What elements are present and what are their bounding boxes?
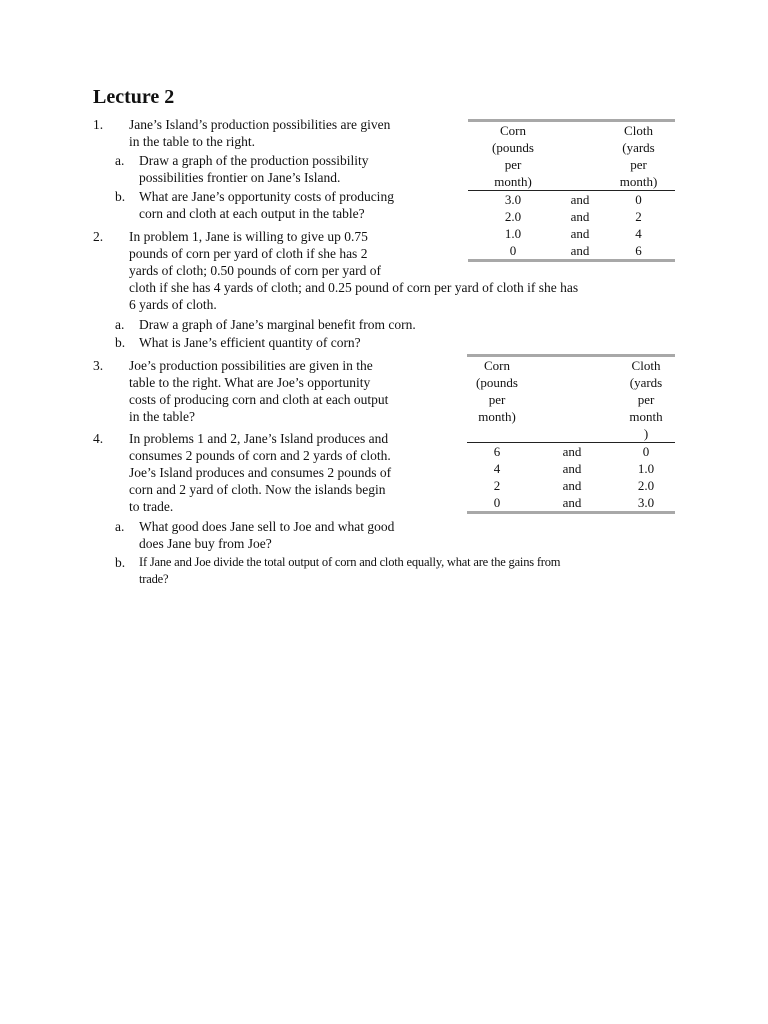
q1b-line: corn and cloth at each output in the table?	[139, 206, 365, 221]
cloth-cell: 0	[635, 192, 642, 207]
table-row	[468, 242, 675, 261]
header-line: (pounds	[476, 375, 518, 390]
corn-cell: 3.0	[504, 192, 522, 207]
q2-line: pounds of corn per yard of cloth if she has 2	[129, 246, 368, 261]
and-cell: and	[570, 209, 590, 224]
q1-line: Jane’s Island’s production possibilities are given	[129, 117, 391, 132]
header-line: per	[488, 392, 506, 407]
header-line: month)	[619, 174, 658, 189]
q3-line: in the table?	[129, 409, 195, 424]
table-row	[467, 477, 675, 494]
q2b-letter: b.	[115, 335, 126, 350]
table-header-row	[467, 356, 675, 443]
q1b-line: What are Jane’s opportunity costs of producing	[139, 189, 394, 204]
spacer-header	[558, 121, 602, 191]
table-row	[467, 460, 675, 477]
table-row	[467, 443, 675, 461]
q2-line: In problem 1, Jane is willing to give up 0.75	[129, 229, 368, 244]
q4b-text	[139, 554, 560, 588]
q1-number: 1.	[93, 117, 104, 132]
q4-text	[129, 430, 391, 515]
q1a-text	[139, 152, 368, 186]
and-cell: and	[562, 444, 582, 459]
header-line: month)	[494, 174, 532, 189]
header-line: per	[630, 157, 647, 172]
header-line: Corn	[500, 123, 526, 138]
q1a-letter: a.	[115, 153, 125, 168]
header-line: per	[504, 157, 522, 172]
q2-line: cloth if she has 4 yards of cloth; and 0.25 pound of corn per yard of cloth if she has	[129, 280, 579, 295]
q4a-letter: a.	[115, 519, 125, 534]
q2a-letter: a.	[115, 317, 125, 332]
header-line: (yards	[629, 375, 663, 390]
corn-cell: 2.0	[504, 209, 522, 224]
cloth-cell: 4	[635, 226, 642, 241]
corn-cell: 1.0	[504, 226, 522, 241]
corn-header	[467, 356, 527, 443]
spacer-header	[527, 356, 617, 443]
corn-cell: 4	[493, 461, 501, 476]
table-header-row	[468, 121, 675, 191]
q4a-line: What good does Jane sell to Joe and what good	[139, 519, 395, 534]
cloth-cell: 0	[642, 444, 650, 459]
q4b-line: If Jane and Joe divide the total output of corn and cloth equally, what are the gains from	[139, 555, 561, 569]
q3-line: Joe’s production possibilities are given in the	[129, 358, 373, 373]
q1a-line: Draw a graph of the production possibility	[139, 153, 369, 168]
q1b-letter: b.	[115, 189, 126, 204]
q3-number: 3.	[93, 358, 104, 373]
table-row	[468, 191, 675, 209]
corn-header	[468, 121, 558, 191]
q4-line: Joe’s Island produces and consumes 2 pounds of	[129, 465, 392, 480]
q3-line: table to the right. What are Joe’s opportunity	[129, 375, 371, 390]
q4a-text	[139, 518, 394, 552]
q1b-text	[139, 188, 394, 222]
cloth-cell: 2.0	[637, 478, 655, 493]
q2-number: 2.	[93, 229, 104, 244]
table-row	[468, 225, 675, 242]
and-cell: and	[562, 461, 582, 476]
q2b-text: What is Jane’s efficient quantity of corn?	[139, 335, 361, 350]
corn-cell: 0	[509, 243, 517, 258]
q2-line: yards of cloth; 0.50 pounds of corn per yard of	[129, 263, 381, 278]
corn-cell: 0	[493, 495, 501, 510]
header-line: (yards	[622, 140, 655, 155]
cloth-header	[602, 121, 675, 191]
header-line: per	[637, 392, 655, 407]
corn-cell: 2	[493, 478, 501, 493]
q1-text	[129, 116, 390, 150]
header-line: Corn	[484, 358, 510, 373]
and-cell: and	[570, 243, 590, 258]
page-title: Lecture 2	[93, 86, 175, 108]
q4b-letter: b.	[115, 555, 126, 570]
jane-production-table	[468, 119, 675, 262]
and-cell: and	[570, 226, 590, 241]
q3-line: costs of producing corn and cloth at each output	[129, 392, 389, 407]
cloth-cell: 6	[635, 243, 642, 258]
q4-line: corn and 2 yard of cloth. Now the islands begin	[129, 482, 386, 497]
q1a-line: possibilities frontier on Jane’s Island.	[139, 170, 341, 185]
q4-number: 4.	[93, 431, 104, 446]
cloth-cell: 3.0	[637, 495, 655, 510]
cloth-cell: 1.0	[637, 461, 655, 476]
corn-cell: 6	[493, 444, 501, 459]
header-line: (pounds	[492, 140, 534, 155]
cloth-header	[617, 356, 675, 443]
q3-text	[129, 357, 388, 425]
q4b-line: trade?	[139, 572, 169, 586]
q4-line: to trade.	[129, 499, 174, 514]
q4-line: In problems 1 and 2, Jane’s Island produces and	[129, 431, 389, 446]
q2-line: 6 yards of cloth.	[129, 297, 217, 312]
table-row	[468, 208, 675, 225]
q4a-line: does Jane buy from Joe?	[139, 536, 272, 551]
and-cell: and	[562, 478, 582, 493]
q1-line: in the table to the right.	[129, 134, 255, 149]
and-cell: and	[562, 495, 582, 510]
and-cell: and	[570, 192, 590, 207]
header-line: Cloth	[631, 358, 661, 373]
header-line: )	[643, 426, 649, 441]
header-line: Cloth	[624, 123, 653, 138]
joe-production-table	[467, 354, 675, 514]
q4-line: consumes 2 pounds of corn and 2 yards of cloth.	[129, 448, 391, 463]
header-line: month	[629, 409, 663, 424]
q2a-text: Draw a graph of Jane’s marginal benefit from corn.	[139, 317, 416, 332]
cloth-cell: 2	[635, 209, 642, 224]
header-line: month)	[478, 409, 516, 424]
table-row	[467, 494, 675, 513]
